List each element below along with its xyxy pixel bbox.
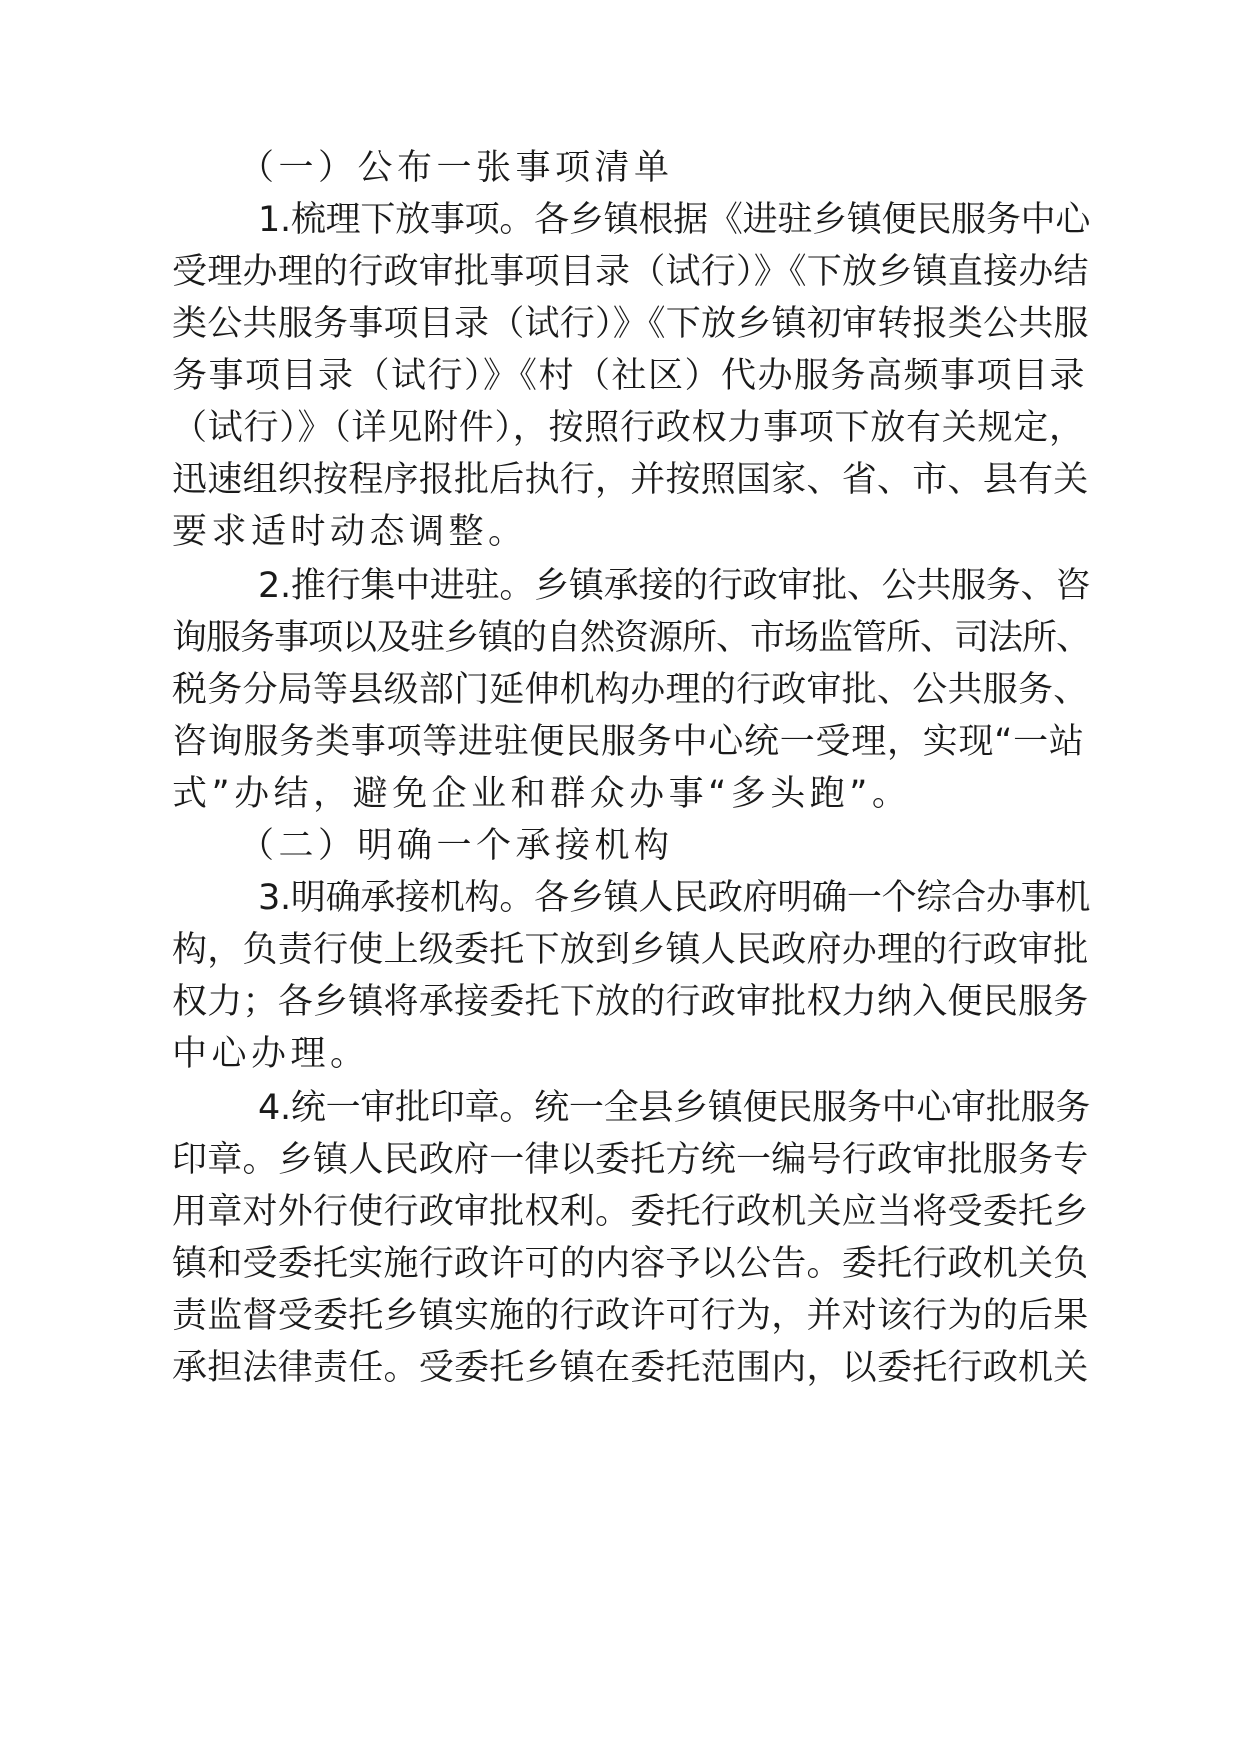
paragraph-4-line-2: 印章。乡镇人民政府一律以委托方统一编号行政审批服务专	[172, 1140, 1089, 1180]
paragraph-2-line-1: 2.推行集中进驻。乡镇承接的行政审批、公共服务、咨	[258, 566, 1091, 606]
section-heading-2: （二）明确一个承接机构	[239, 826, 674, 866]
paragraph-3-line-3: 权力；各乡镇将承接委托下放的行政审批权力纳入便民服务	[172, 982, 1089, 1022]
paragraph-1-line-7: 要求适时动态调整。	[172, 512, 528, 552]
paragraph-2-line-3: 税务分局等县级部门延伸机构办理的行政审批、公共服务、	[172, 670, 1089, 710]
paragraph-3-line-2: 构，负责行使上级委托下放到乡镇人民政府办理的行政审批	[172, 930, 1089, 970]
paragraph-1-line-2: 受理办理的行政审批事项目录（试行）》《下放乡镇直接办结	[172, 252, 1089, 292]
paragraph-4-line-5: 责监督受委托乡镇实施的行政许可行为，并对该行为的后果	[172, 1296, 1089, 1336]
paragraph-1-line-3: 类公共服务事项目录（试行）》《下放乡镇初审转报类公共服	[172, 304, 1089, 344]
paragraph-4-line-4: 镇和受委托实施行政许可的内容予以公告。委托行政机关负	[172, 1244, 1089, 1284]
paragraph-1-line-1: 1.梳理下放事项。各乡镇根据《进驻乡镇便民服务中心	[258, 200, 1091, 240]
paragraph-1-line-4: 务事项目录（试行）》《村（社区）代办服务高频事项目录	[172, 356, 1087, 396]
paragraph-2-line-4: 咨询服务类事项等进驻便民服务中心统一受理，实现“一站	[172, 722, 1085, 762]
paragraph-2-line-2: 询服务事项以及驻乡镇的自然资源所、市场监管所、司法所、	[172, 618, 1091, 658]
paragraph-4-line-3: 用章对外行使行政审批权利。委托行政机关应当将受委托乡	[172, 1192, 1089, 1232]
paragraph-3-line-4: 中心办理。	[172, 1034, 370, 1074]
paragraph-3-line-1: 3.明确承接机构。各乡镇人民政府明确一个综合办事机	[258, 878, 1091, 918]
paragraph-1-line-5: （试行）》（详见附件），按照行政权力事项下放有关规定，	[172, 408, 1085, 448]
paragraph-4-line-6: 承担法律责任。受委托乡镇在委托范围内，以委托行政机关	[172, 1348, 1089, 1388]
paragraph-1-line-6: 迅速组织按程序报批后执行，并按照国家、省、市、县有关	[172, 460, 1089, 500]
paragraph-2-line-5: 式”办结，避免企业和群众办事“多头跑”。	[172, 774, 912, 814]
paragraph-4-line-1: 4.统一审批印章。统一全县乡镇便民服务中心审批服务	[258, 1088, 1091, 1128]
section-heading-1: （一）公布一张事项清单	[239, 148, 674, 188]
